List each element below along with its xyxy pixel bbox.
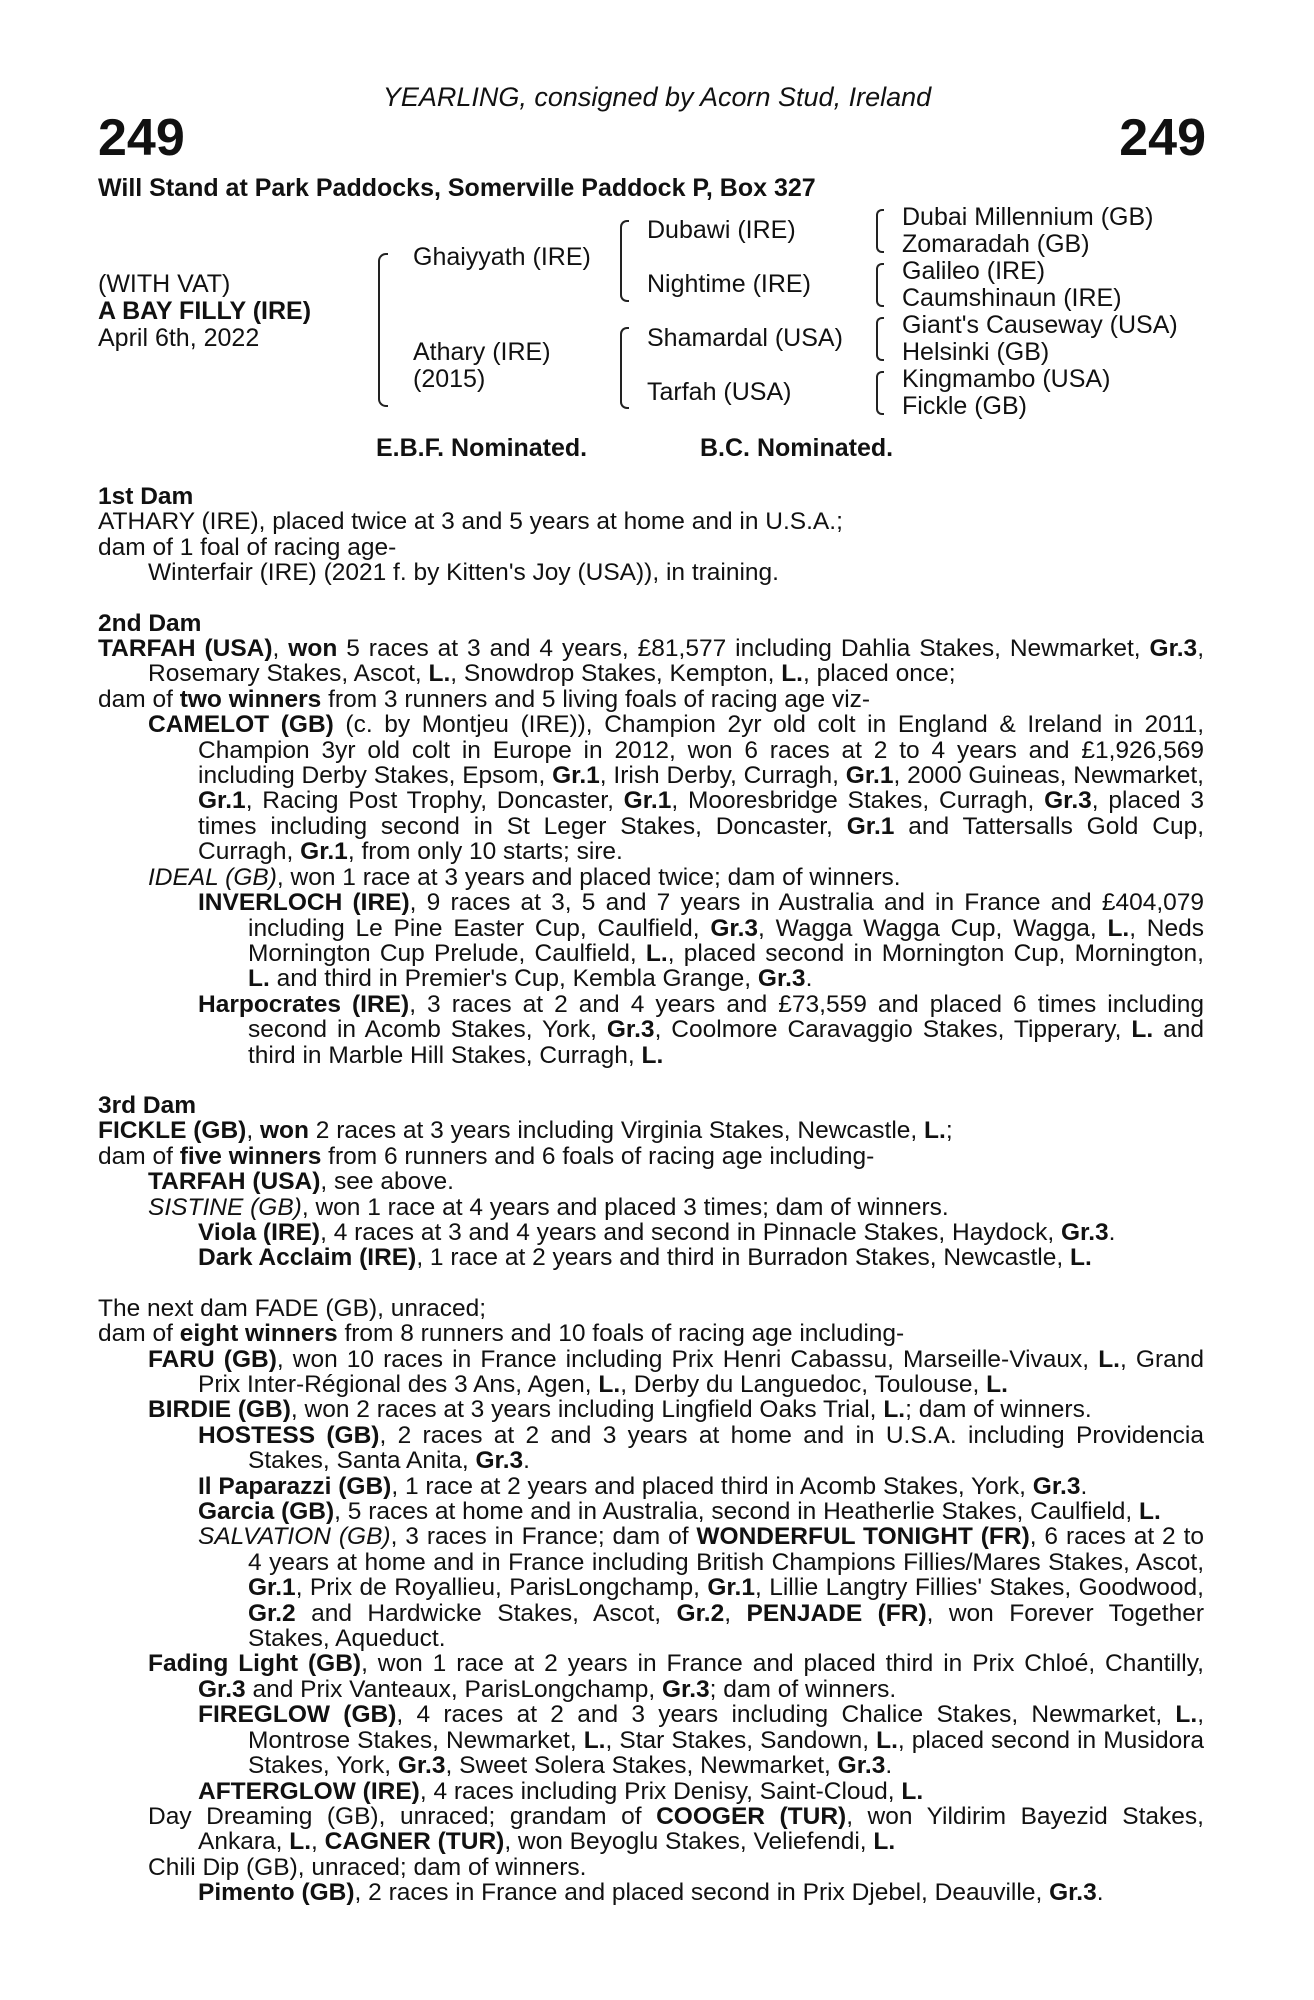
catalogue-body	[98, 484, 1204, 1906]
pedigree-sire-dam: Nightime (IRE)	[647, 270, 811, 298]
horse-dob: April 6th, 2022	[98, 324, 260, 352]
pedigree-brace-3b	[876, 263, 884, 307]
next-dam-grandprogeny: AFTERGLOW (IRE), 4 races including Prix Denisy, Saint-Cloud, L.	[198, 1777, 924, 1805]
pedigree-brace-3d	[876, 371, 884, 415]
third-dam-text: dam of five winners from 6 runners and 6 foals of racing age including-	[98, 1142, 875, 1170]
next-dam-grandprogeny: Pimento (GB), 2 races in France and placed second in Prix Djebel, Deauville, Gr.3.	[198, 1879, 1104, 1907]
pedigree-sire: Ghaiyyath (IRE)	[413, 243, 591, 271]
next-dam-text: The next dam FADE (GB), unraced;	[98, 1294, 487, 1322]
pedigree-sss: Dubai Millennium (GB)	[902, 203, 1154, 231]
pedigree-dam-year: (2015)	[413, 365, 486, 393]
next-dam-grandprogeny: Il Paparazzi (GB), 1 race at 2 years and placed third in Acomb Stakes, York, Gr.3.	[198, 1472, 1088, 1500]
pedigree-brace-1	[378, 253, 388, 407]
pedigree-sds: Galileo (IRE)	[902, 257, 1046, 285]
first-dam-foal: Winterfair (IRE) (2021 f. by Kitten's Joy (USA)), in training.	[148, 559, 779, 587]
pedigree-brace-3a	[876, 209, 884, 253]
second-dam-grandprogeny: INVERLOCH (IRE), 9 races at 3, 5 and 7 years in Australia and in France and £404,079 including Le Pine Easter Cup, Caulfield, Gr.3, Wagga Wagga Cup, Wagga, L., Neds Mornington Cup Prelude, Caulfield, L., placed second in Mornington Cup, Mornington, L. and third in Premier's Cup, Kembla Grange, Gr.3.	[198, 889, 1205, 993]
second-dam-text: TARFAH (USA), won 5 races at 3 and 4 years, £81,577 including Dahlia Stakes, Newmarket, Gr.3, Rosemary Stakes, Ascot, L., Snowdrop Stakes, Kempton, L., placed once;	[98, 635, 1205, 688]
third-dam-heading: 3rd Dam	[98, 1091, 197, 1119]
bc-nominated: B.C. Nominated.	[700, 434, 894, 462]
next-dam-progeny: BIRDIE (GB), won 2 races at 3 years including Lingfield Oaks Trial, L.; dam of winners.	[148, 1396, 1092, 1424]
pedigree-dam-dam: Tarfah (USA)	[647, 378, 792, 406]
next-dam-grandprogeny: Garcia (GB), 5 races at home and in Australia, second in Heatherlie Stakes, Caulfield, L.	[198, 1498, 1161, 1526]
third-dam-progeny: TARFAH (USA), see above.	[148, 1168, 454, 1196]
first-dam-heading: 1st Dam	[98, 483, 194, 510]
pedigree-ddd: Fickle (GB)	[902, 392, 1027, 420]
next-dam-grandprogeny: FIREGLOW (GB), 4 races at 2 and 3 years including Chalice Stakes, Newmarket, L., Montrose Stakes, Newmarket, L., Star Stakes, Sandown, L., placed second in Musidora Stakes, York, Gr.3, Sweet Solera Stakes, Newmarket, Gr.3.	[198, 1701, 1205, 1780]
ebf-nominated: E.B.F. Nominated.	[376, 434, 588, 462]
pedigree-brace-3c	[876, 317, 884, 361]
second-dam-grandprogeny: Harpocrates (IRE), 3 races at 2 and 4 years and £73,559 and placed 6 times including second in Acomb Stakes, York, Gr.3, Coolmore Caravaggio Stakes, Tipperary, L. and third in Marble Hill Stakes, Curragh, L.	[198, 990, 1205, 1069]
next-dam-progeny: Fading Light (GB), won 1 race at 2 years in France and placed third in Prix Chloé, Chantilly, Gr.3 and Prix Vanteaux, ParisLongchamp, Gr.3; dam of winners.	[148, 1650, 1204, 1703]
pedigree-brace-2a	[620, 220, 629, 302]
first-dam-text: ATHARY (IRE), placed twice at 3 and 5 years at home and in U.S.A.;	[98, 508, 843, 536]
second-dam-text: dam of two winners from 3 runners and 5 living foals of racing age viz-	[98, 685, 871, 713]
third-dam-progeny: SISTINE (GB), won 1 race at 4 years and placed 3 times; dam of winners.	[148, 1193, 949, 1221]
pedigree-dam-sire: Shamardal (USA)	[647, 324, 843, 352]
lot-number-left: 249	[98, 109, 185, 167]
pedigree-sire-sire: Dubawi (IRE)	[647, 216, 796, 244]
pedigree-dam: Athary (IRE)	[413, 338, 551, 366]
next-dam-grandprogeny: SALVATION (GB), 3 races in France; dam of WONDERFUL TONIGHT (FR), 6 races at 2 to 4 years at home and in France including British Champions Fillies/Mares Stakes, Ascot, Gr.1, Prix de Royallieu, ParisLongchamp, Gr.1, Lillie Langtry Fillies' Stakes, Goodwood, Gr.2 and Hardwicke Stakes, Ascot, Gr.2, PENJADE (FR), won Forever Together Stakes, Aqueduct.	[198, 1523, 1205, 1653]
second-dam-progeny: IDEAL (GB), won 1 race at 3 years and placed twice; dam of winners.	[148, 863, 901, 891]
pedigree-sdd: Caumshinaun (IRE)	[902, 284, 1122, 312]
next-dam-grandprogeny: HOSTESS (GB), 2 races at 2 and 3 years at home and in U.S.A. including Providencia Stakes, Santa Anita, Gr.3.	[198, 1421, 1204, 1475]
pedigree-ssd: Zomaradah (GB)	[902, 230, 1090, 258]
lot-number-right: 249	[1119, 109, 1206, 167]
next-dam-progeny: FARU (GB), won 10 races in France including Prix Henri Cabassu, Marseille-Vivaux, L., Grand Prix Inter-Régional des 3 Ans, Agen, L., Derby du Languedoc, Toulouse, L.	[148, 1345, 1204, 1398]
third-dam-text: FICKLE (GB), won 2 races at 3 years including Virginia Stakes, Newcastle, L.;	[98, 1117, 953, 1145]
next-dam-progeny: Chili Dip (GB), unraced; dam of winners.	[148, 1853, 587, 1881]
pedigree-brace-2b	[620, 327, 629, 409]
third-dam-grandprogeny: Viola (IRE), 4 races at 3 and 4 years and second in Pinnacle Stakes, Haydock, Gr.3.	[198, 1218, 1116, 1246]
second-dam-progeny: CAMELOT (GB) (c. by Montjeu (IRE)), Champion 2yr old colt in England & Ireland in 2011, Champion 3yr old colt in Europe in 2012, won 6 races at 2 to 4 years and £1,926,569 including Derby Stakes, Epsom, Gr.1, Irish Derby, Curragh, Gr.1, 2000 Guineas, Newmarket, Gr.1, Racing Post Trophy, Doncaster, Gr.1, Mooresbridge Stakes, Curragh, Gr.3, placed 3 times including second in St Leger Stakes, Doncaster, Gr.1 and Tattersalls Gold Cup, Curragh, Gr.1, from only 10 starts; sire.	[148, 711, 1205, 866]
second-dam-heading: 2nd Dam	[98, 609, 202, 637]
consignment-subtitle: YEARLING, consigned by Acorn Stud, Ireland	[382, 82, 932, 112]
pedigree-dsd: Helsinki (GB)	[902, 338, 1050, 366]
third-dam-grandprogeny: Dark Acclaim (IRE), 1 race at 2 years and third in Burradon Stakes, Newcastle, L.	[198, 1244, 1092, 1272]
stand-location: Will Stand at Park Paddocks, Somerville Paddock P, Box 327	[98, 174, 816, 202]
next-dam-text: dam of eight winners from 8 runners and 10 foals of racing age including-	[98, 1320, 905, 1348]
vat-label: (WITH VAT)	[98, 270, 231, 298]
first-dam-text: dam of 1 foal of racing age-	[98, 533, 397, 561]
horse-name: A BAY FILLY (IRE)	[98, 297, 312, 325]
pedigree-dds: Kingmambo (USA)	[902, 365, 1111, 393]
pedigree-dss: Giant's Causeway (USA)	[902, 311, 1178, 339]
next-dam-progeny: Day Dreaming (GB), unraced; grandam of COOGER (TUR), won Yildirim Bayezid Stakes, Ankara, L., CAGNER (TUR), won Beyoglu Stakes, Veliefendi, L.	[148, 1802, 1204, 1856]
